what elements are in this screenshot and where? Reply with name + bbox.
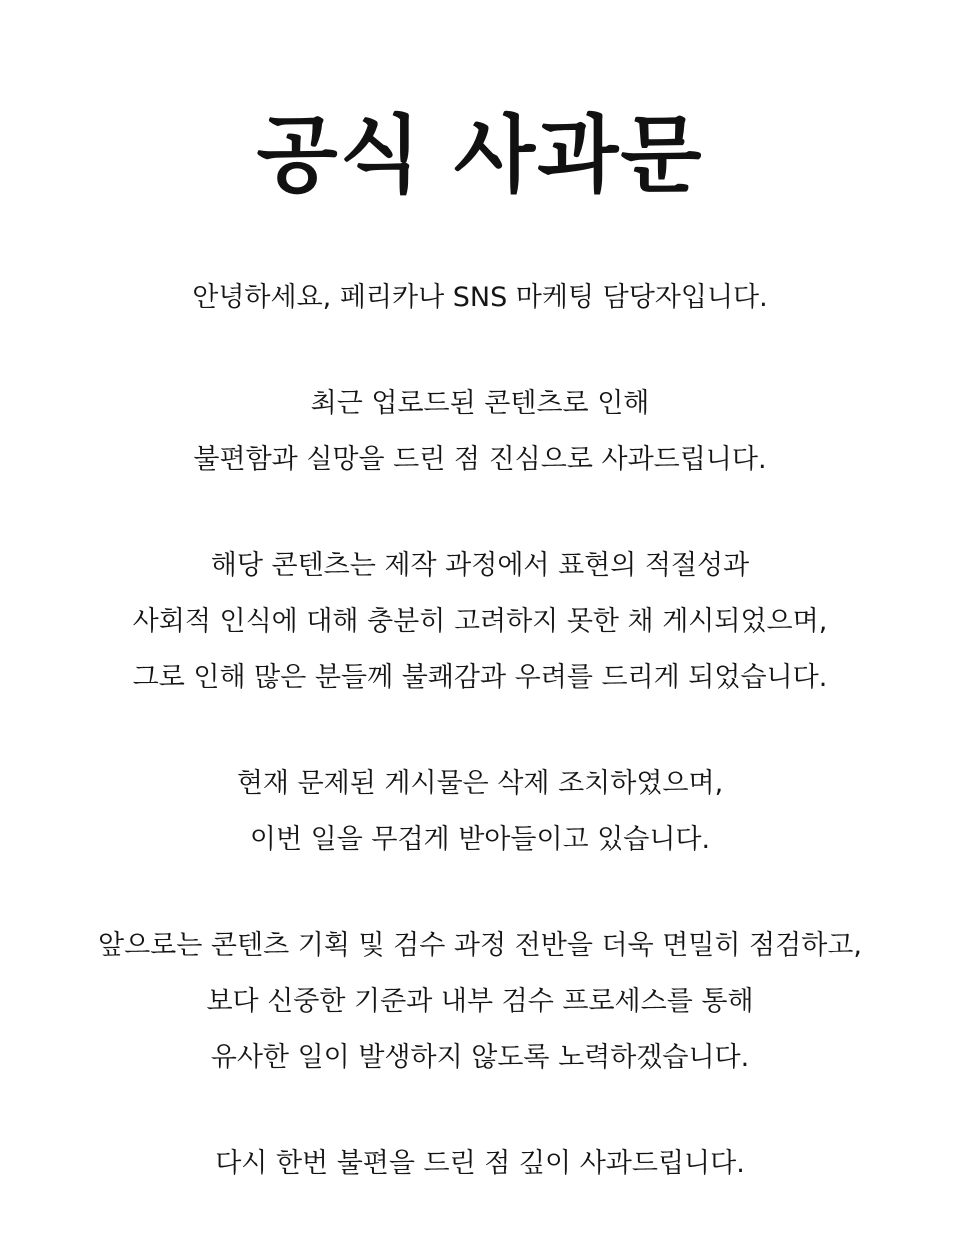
text-line: 보다 신중한 기준과 내부 검수 프로세스를 통해 — [206, 986, 754, 1017]
paragraph-action — [0, 756, 960, 868]
paragraph-apology — [0, 376, 960, 488]
text-line: 다시 한번 불편을 드린 점 깊이 사과드립니다. — [215, 1148, 745, 1179]
text-line: 이번 일을 무겁게 받아들이고 있습니다. — [249, 824, 711, 855]
text-line: 그로 인해 많은 분들께 불쾌감과 우려를 드리게 되었습니다. — [132, 662, 828, 693]
text-line: 유사한 일이 발생하지 않도록 노력하겠습니다. — [210, 1042, 750, 1073]
text-line: 안녕하세요, 페리카나 SNS 마케팅 담당자입니다. — [192, 282, 768, 313]
text-line: 불편함과 실망을 드린 점 진심으로 사과드립니다. — [193, 444, 767, 475]
text-line: 현재 문제된 게시물은 삭제 조치하였으며, — [236, 768, 724, 799]
page-title: 공식 사과문 — [256, 106, 704, 204]
text-line: 앞으로는 콘텐츠 기획 및 검수 과정 전반을 더욱 면밀히 점검하고, — [98, 930, 862, 961]
paragraph-closing — [0, 1136, 960, 1192]
text-line: 해당 콘텐츠는 제작 과정에서 표현의 적절성과 — [210, 550, 750, 581]
text-line: 사회적 인식에 대해 충분히 고려하지 못한 채 게시되었으며, — [132, 606, 828, 637]
paragraph-greeting — [0, 270, 960, 326]
apology-body — [0, 270, 960, 1242]
paragraph-commitment — [0, 918, 960, 1086]
text-line: 최근 업로드된 콘텐츠로 인해 — [310, 388, 650, 419]
paragraph-explanation — [0, 538, 960, 706]
